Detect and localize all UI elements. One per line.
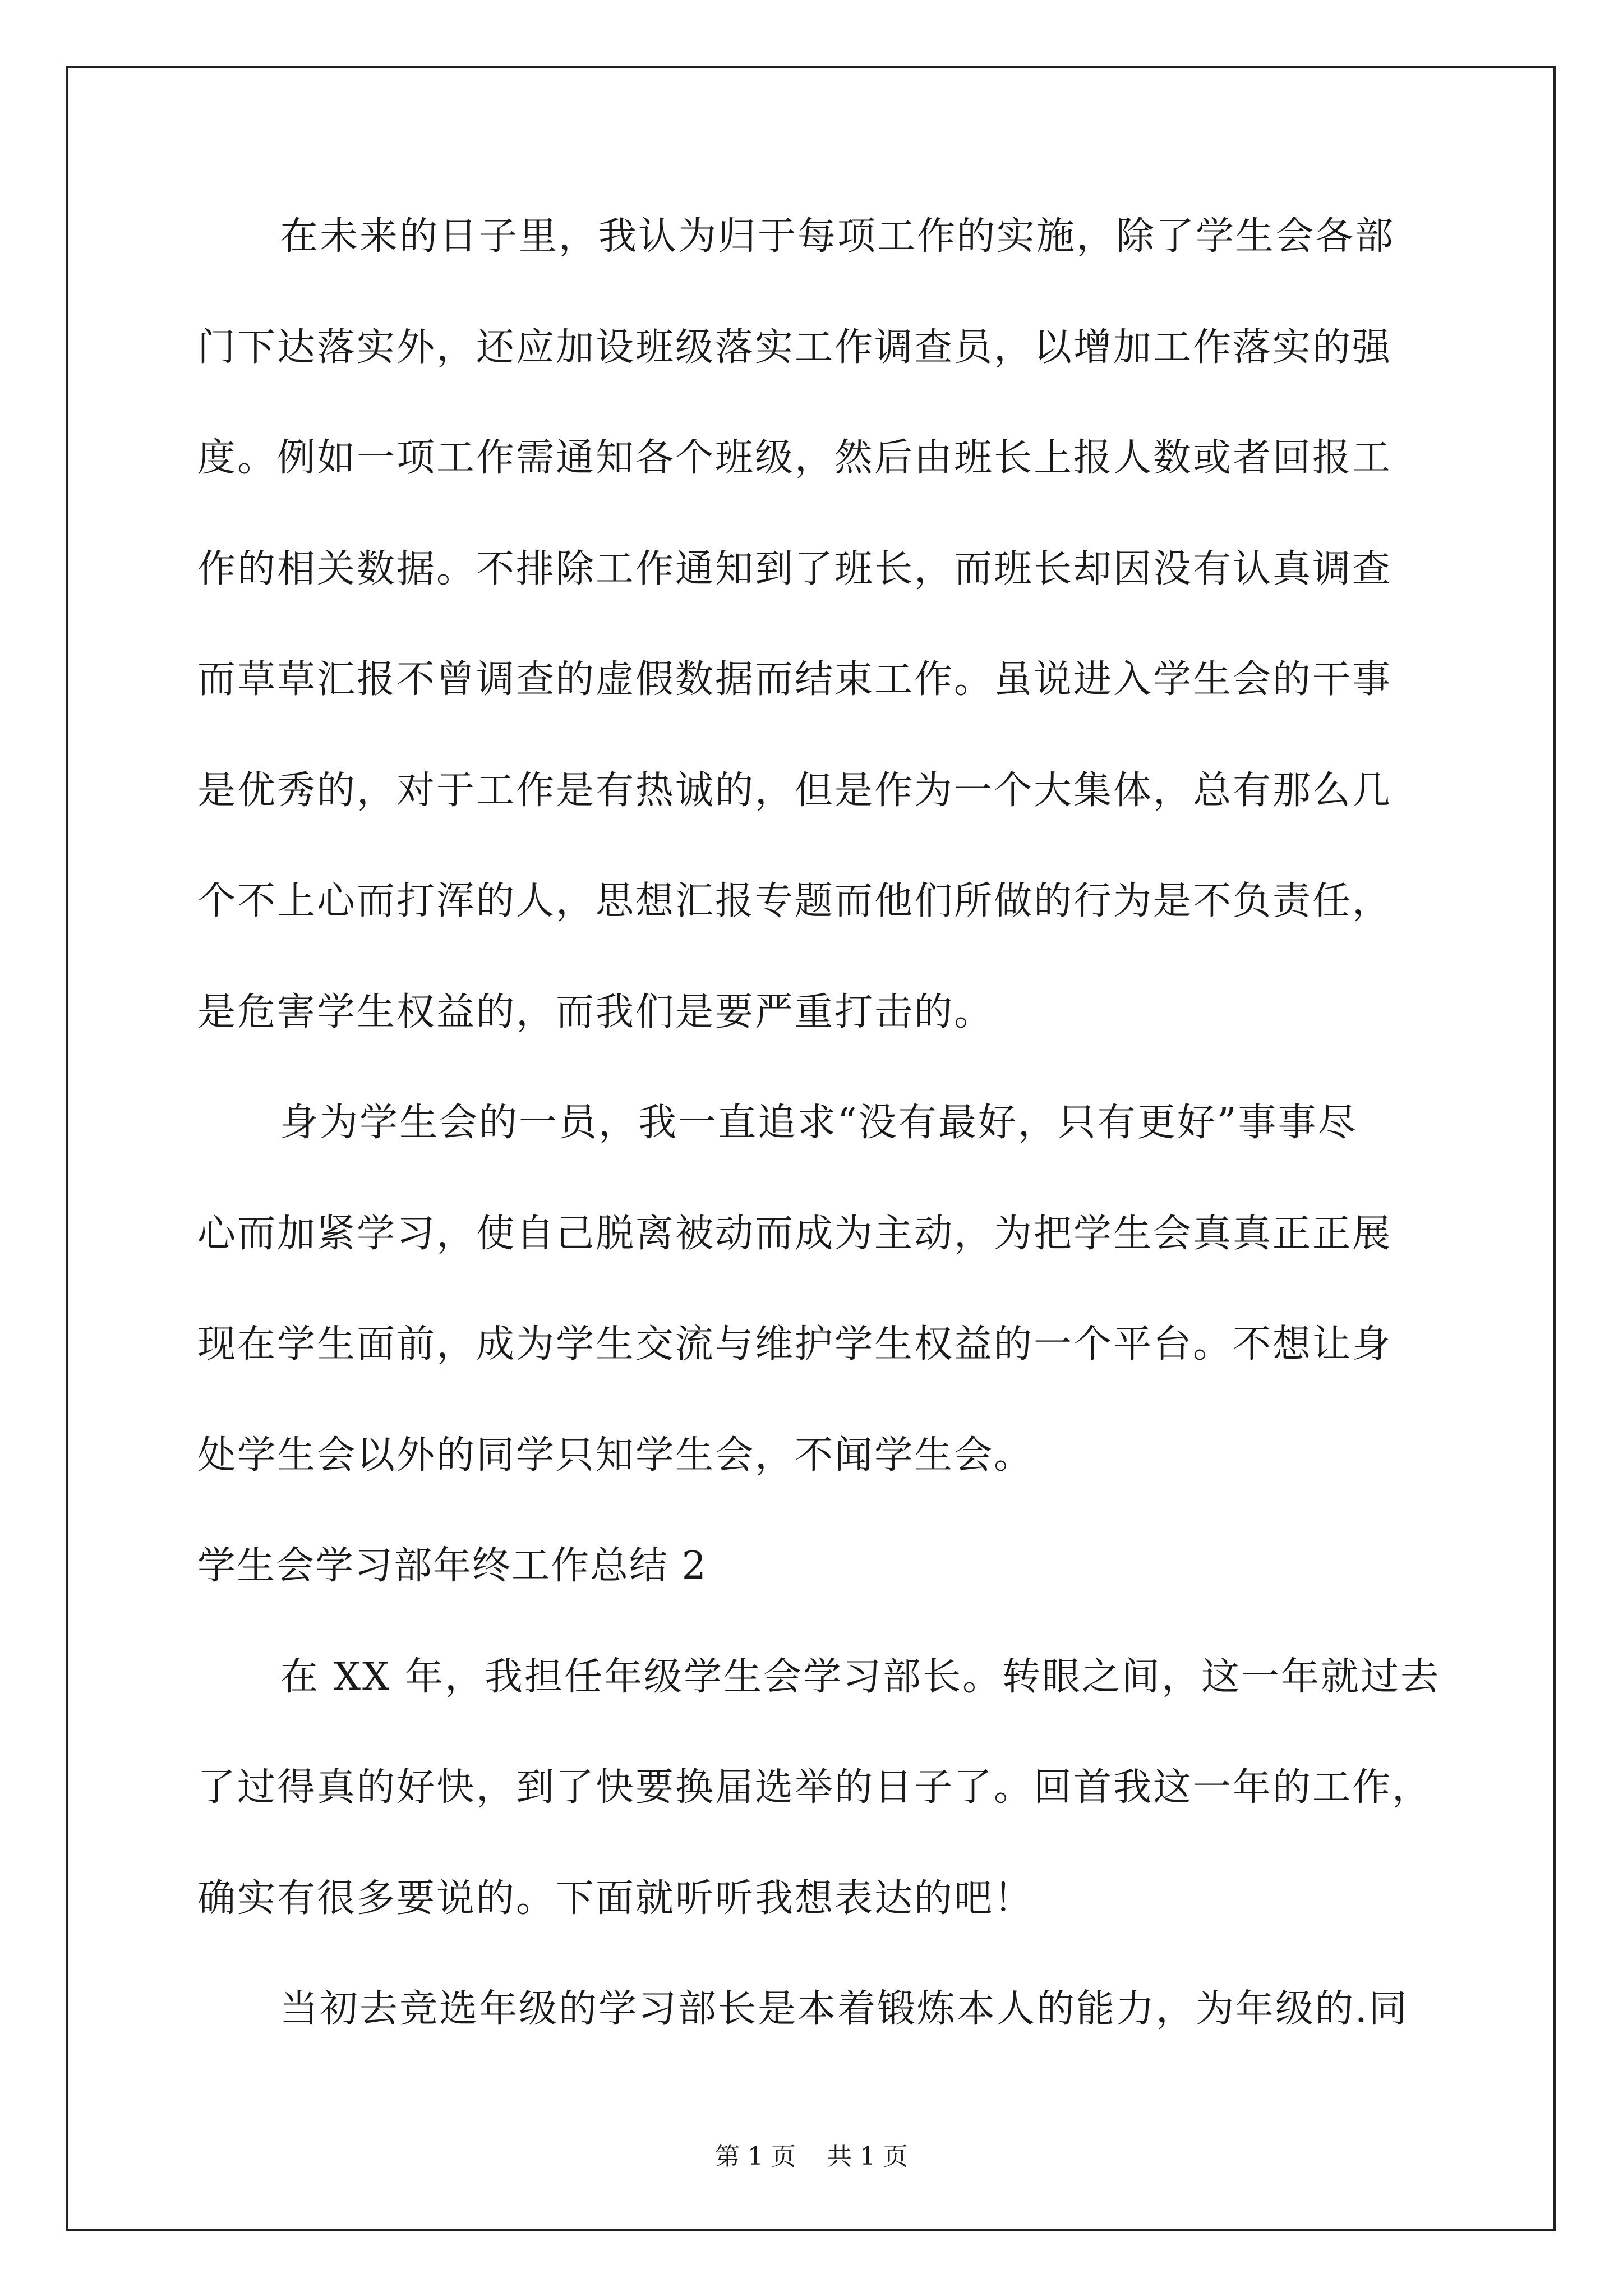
text-line: 心而加紧学习，使自己脱离被动而成为主动，为把学生会真真正正展	[197, 1211, 1393, 1256]
text-line: 在 XX 年，我担任年级学生会学习部长。转眼之间，这一年就过去	[280, 1654, 1441, 1699]
text-line: 是危害学生权益的，而我们是要严重打击的。	[197, 990, 994, 1034]
text-line: 当初去竞选年级的学习部长是本着锻炼本人的能力，为年级的.同	[280, 1987, 1409, 2031]
text-line: 处学生会以外的同学只知学生会，不闻学生会。	[197, 1433, 1034, 1478]
text-line: 作的相关数据。不排除工作通知到了班长，而班长却因没有认真调查	[197, 546, 1393, 591]
text-line: 个不上心而打浑的人，思想汇报专题而他们所做的行为是不负责任，	[197, 879, 1393, 923]
page-footer: 第 1 页 共 1 页	[715, 2142, 908, 2171]
text-line: 了过得真的好快，到了快要换届选举的日子了。回首我这一年的工作，	[197, 1765, 1432, 1810]
text-line: 在未来的日子里，我认为归于每项工作的实施，除了学生会各部	[280, 214, 1395, 259]
document-body	[197, 214, 1465, 2101]
text-line: 度。例如一项工作需通知各个班级，然后由班长上报人数或者回报工	[197, 436, 1393, 480]
paragraph	[197, 1987, 1465, 2101]
paragraph	[197, 214, 1465, 1104]
text-line: 门下达落实外，还应加设班级落实工作调查员，以增加工作落实的强	[197, 325, 1393, 370]
text-line: 确实有很多要说的。下面就听听我想表达的吧！	[197, 1876, 1034, 1921]
text-line: 现在学生面前，成为学生交流与维护学生权益的一个平台。不想让身	[197, 1322, 1393, 1366]
text-line: 而草草汇报不曾调查的虚假数据而结束工作。虽说进入学生会的干事	[197, 657, 1393, 702]
paragraph	[197, 1654, 1465, 1991]
text-line: 是优秀的，对于工作是有热诚的，但是作为一个大集体，总有那么几	[197, 768, 1393, 813]
paragraph	[197, 1101, 1465, 1547]
section-heading: 学生会学习部年终工作总结 2	[197, 1544, 707, 1588]
text-line: 身为学生会的一员，我一直追求“没有最好，只有更好”事事尽	[280, 1101, 1358, 1145]
